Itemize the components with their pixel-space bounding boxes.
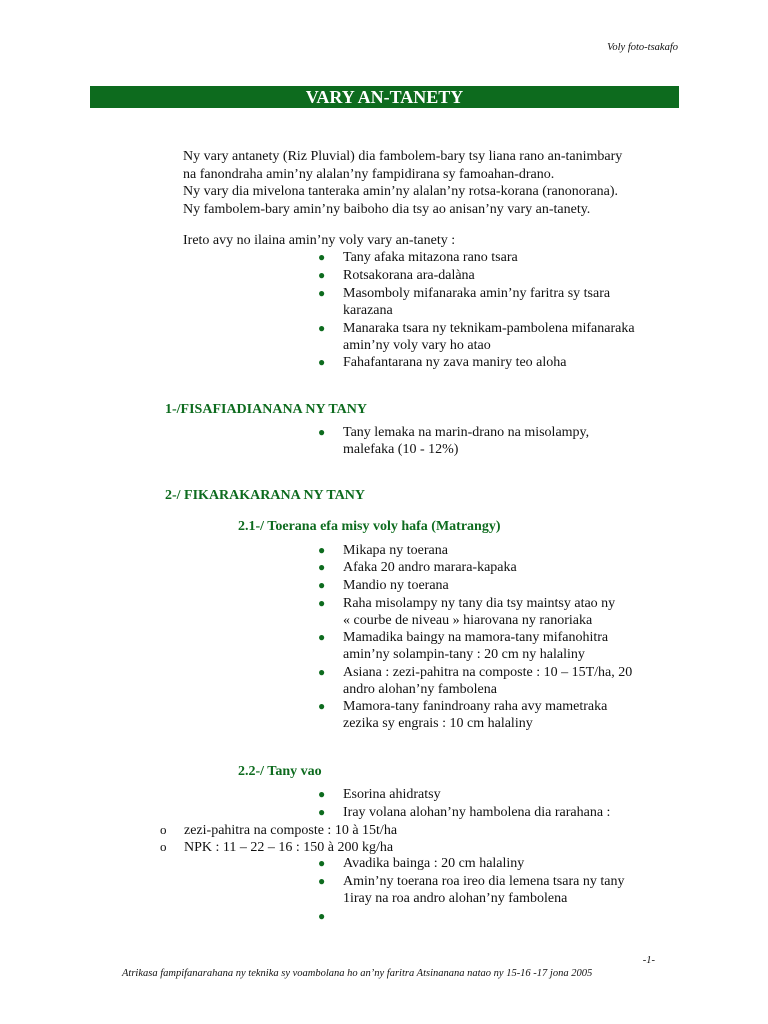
bullet-text: Fahafantarana ny zava maniry teo aloha bbox=[343, 355, 567, 370]
bullet-text: Iray volana alohan’ny hambolena dia rarahana : bbox=[343, 805, 611, 820]
bullet-text: Tany afaka mitazona rano tsara bbox=[343, 250, 518, 265]
bullet-text: amin’ny solampin-tany : 20 cm ny halaliny bbox=[343, 647, 585, 662]
intro-line: Ny vary antanety (Riz Pluvial) dia fambolem-bary tsy liana rano an-tanimbary bbox=[183, 149, 623, 164]
bullet-icon: ● bbox=[318, 578, 326, 592]
list-intro: Ireto avy no ilaina amin’ny voly vary an-tanety : bbox=[183, 233, 456, 248]
bullet-icon: ● bbox=[318, 787, 326, 801]
bullet-text: Mandio ny toerana bbox=[343, 578, 449, 593]
bullet-icon: ● bbox=[318, 856, 326, 870]
sub-bullet-text: NPK : 11 – 22 – 16 : 150 à 200 kg/ha bbox=[184, 840, 394, 855]
bullet-text: Avadika bainga : 20 cm halaliny bbox=[343, 856, 525, 871]
bullet-text: amin’ny voly vary ho atao bbox=[343, 338, 491, 353]
bullet-text: Asiana : zezi-pahitra na composte : 10 – 15T/ha, 20 bbox=[343, 665, 633, 680]
circle-bullet-icon: o bbox=[160, 839, 167, 854]
bullet-icon: ● bbox=[318, 596, 326, 610]
document-title: VARY AN-TANETY bbox=[90, 86, 679, 108]
bullet-icon: ● bbox=[318, 355, 326, 369]
bullet-text: Rotsakorana ara-dalàna bbox=[343, 268, 475, 283]
bullet-icon: ● bbox=[318, 560, 326, 574]
intro-line: Ny vary dia mivelona tanteraka amin’ny alalan’ny rotsa-korana (ranonorana). bbox=[183, 184, 618, 199]
bullet-text: Mikapa ny toerana bbox=[343, 543, 448, 558]
bullet-icon: ● bbox=[318, 321, 326, 335]
bullet-icon: ● bbox=[318, 250, 326, 264]
intro-paragraph bbox=[183, 148, 622, 218]
bullet-icon: ● bbox=[318, 286, 326, 300]
bullet-text: Afaka 20 andro marara-kapaka bbox=[343, 560, 517, 575]
bullet-text: Tany lemaka na marin-drano na misolampy, bbox=[343, 425, 590, 440]
bullet-icon: ● bbox=[318, 699, 326, 713]
subsection-heading: 2.2-/ Tany vao bbox=[238, 764, 322, 779]
section-heading: 2-/ FIKARAKARANA NY TANY bbox=[165, 488, 366, 503]
intro-line: na fanondraha amin’ny alalan’ny fampidirana sy famoahan-drano. bbox=[183, 166, 555, 182]
bullet-text: 1iray na roa andro alohan’ny fambolena bbox=[343, 891, 568, 906]
bullet-text: malefaka (10 - 12%) bbox=[343, 442, 459, 457]
bullet-text: Mamadika baingy na mamora-tany mifanohitra bbox=[343, 630, 609, 645]
bullet-icon: ● bbox=[318, 909, 326, 923]
bullet-text: Masomboly mifanaraka amin’ny faritra sy tsara bbox=[343, 286, 611, 301]
bullet-text: Amin’ny toerana roa ireo dia lemena tsara ny tany bbox=[343, 874, 625, 889]
bullet-icon: ● bbox=[318, 805, 326, 819]
header-note: Voly foto-tsakafo bbox=[607, 42, 678, 53]
bullet-text: Mamora-tany fanindroany raha avy mametraka bbox=[343, 699, 608, 714]
bullet-icon: ● bbox=[318, 874, 326, 888]
bullet-text: zezika sy engrais : 10 cm halaliny bbox=[343, 716, 533, 731]
page-number: -1- bbox=[642, 955, 655, 966]
sub-bullet-item bbox=[160, 821, 397, 840]
bullet-icon: ● bbox=[318, 425, 326, 439]
sub-bullet-text: zezi-pahitra na composte : 10 à 15t/ha bbox=[184, 823, 398, 838]
bullet-text: karazana bbox=[343, 303, 393, 318]
circle-bullet-icon: o bbox=[160, 822, 167, 837]
bullet-text: Esorina ahidratsy bbox=[343, 787, 441, 802]
bullet-icon: ● bbox=[318, 268, 326, 282]
footer-note: Atrikasa fampifanarahana ny teknika sy voambolana ho an’ny faritra Atsinanana natao ny 15-16 -17 jona 2005 bbox=[122, 968, 593, 979]
bullet-text: andro alohan’ny fambolena bbox=[343, 682, 497, 697]
bullet-text: « courbe de niveau » hiarovana ny ranoriaka bbox=[343, 613, 593, 628]
bullet-icon: ● bbox=[318, 543, 326, 557]
bullet-text: Raha misolampy ny tany dia tsy maintsy atao ny bbox=[343, 596, 616, 611]
sub-bullet-item bbox=[160, 838, 393, 857]
bullet-text: Manaraka tsara ny teknikam-pambolena mifanaraka bbox=[343, 321, 635, 336]
bullet-icon: ● bbox=[318, 630, 326, 644]
subsection-heading: 2.1-/ Toerana efa misy voly hafa (Matrangy) bbox=[238, 519, 501, 534]
bullet-icon: ● bbox=[318, 665, 326, 679]
section-heading: 1-/FISAFIADIANANA NY TANY bbox=[165, 402, 367, 417]
intro-line: Ny fambolem-bary amin’ny baiboho dia tsy ao anisan’ny vary an-tanety. bbox=[183, 201, 591, 217]
